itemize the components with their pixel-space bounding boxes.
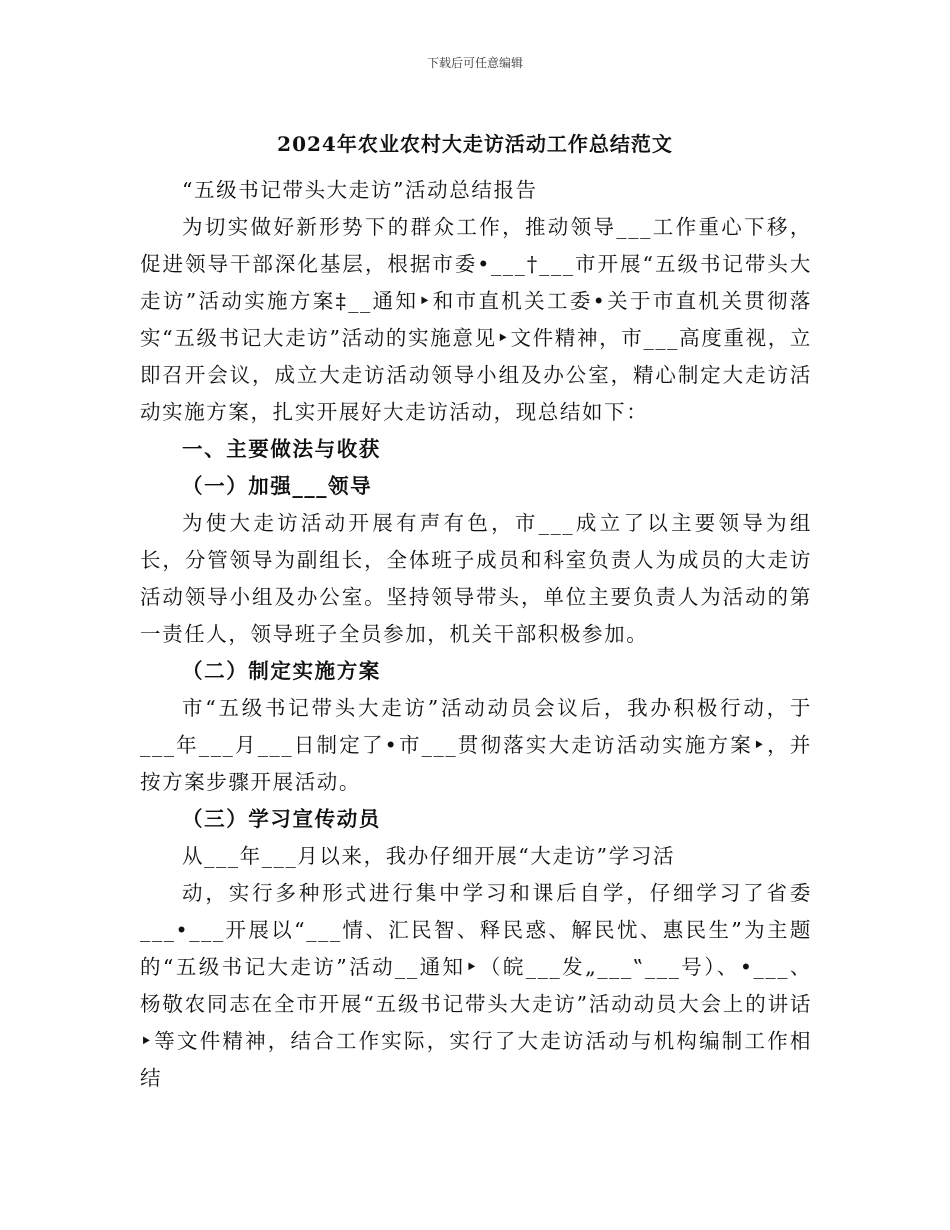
body-paragraph-4: 动，实行多种形式进行集中学习和课后自学，仔细学习了省委___•___开展以“___情、汇民智、释民惑、解民忧、惠民生”为主题的“五级书记大走访”活动__通知‣（皖___发„___‟___号）、•___、杨敬农同志在全市开展“五级书记带头大走访”活动动员大会上的讲话‣等文件精神，结合工作实际，实行了大走访活动与机构编制工作相结 xyxy=(140,881,812,1090)
section-heading-1: 一、主要做法与收获 xyxy=(182,437,381,461)
report-subtitle: “五级书记带头大走访”活动总结报告 xyxy=(182,178,538,202)
page-header: 下载后可任意编辑 xyxy=(426,56,523,70)
subsection-heading-1: （一）加强___领导 xyxy=(182,474,373,498)
document-title: 2024年农业农村大走访活动工作总结范文 xyxy=(277,132,673,156)
body-paragraph-2: 市“五级书记带头大走访”活动动员会议后，我办积极行动，于___年___月___日制定了•市___贯彻落实大走访活动实施方案‣，并按方案步骤开展活动。 xyxy=(140,696,812,794)
document-body xyxy=(140,172,812,1097)
body-paragraph-1: 为使大走访活动开展有声有色，市___成立了以主要领导为组长，分管领导为副组长，全体班子成员和科室负责人为成员的大走访活动领导小组及办公室。坚持领导带头，单位主要负责人为活动的第一责任人，领导班子全员参加，机关干部积极参加。 xyxy=(140,511,812,646)
subsection-heading-2: （二）制定实施方案 xyxy=(182,659,381,683)
intro-paragraph: 为切实做好新形势下的群众工作，推动领导___工作重心下移，促进领导干部深化基层，根据市委•___†___市开展“五级书记带头大走访”活动实施方案‡__通知‣和市直机关工委•关于市直机关贯彻落实“五级书记大走访”活动的实施意见‣文件精神，市___高度重视，立即召开会议，成立大走访活动领导小组及办公室，精心制定大走访活动实施方案，扎实开展好大走访活动，现总结如下： xyxy=(140,215,812,424)
body-paragraph-3: 从___年___月以来，我办仔细开展“大走访”学习活 xyxy=(182,844,676,868)
subsection-heading-3: （三）学习宣传动员 xyxy=(182,807,381,831)
